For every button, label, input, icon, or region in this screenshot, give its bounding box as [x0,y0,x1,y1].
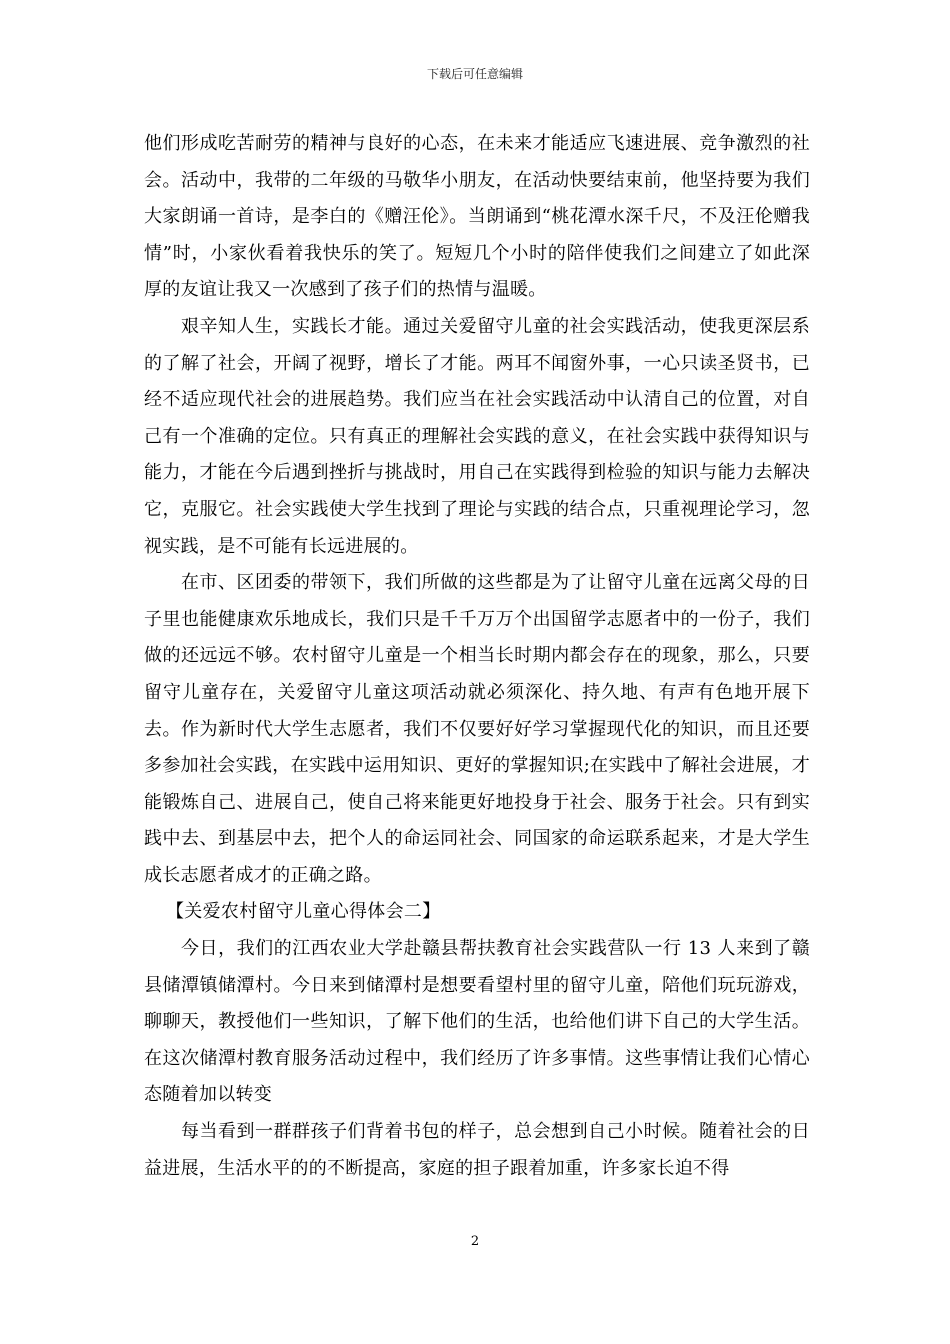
section-heading: 【关爱农村留守儿童心得体会二】 [166,901,441,923]
paragraph-children: 每当看到一群群孩子们背着书包的样子，总会想到自己小时候。随着社会的日益进展，生活水平的的不断提高，家庭的担子跟着加重，许多家长迫不得 [144,1121,810,1179]
document-body [144,126,810,1187]
page-header: 下载后可任意编辑 [426,67,523,81]
page-number: 2 [470,1234,480,1249]
paragraph-guidance: 在市、区团委的带领下，我们所做的这些都是为了让留守儿童在远离父母的日子里也能健康欢乐地成长，我们只是千千万万个出国留学志愿者中的一份子，我们做的还远远不够。农村留守儿童是一个相当长时期内都会存在的现象，那么，只要留守儿童存在，关爱留守儿童这项活动就必须深化、持久地、有声有色地开展下去。作为新时代大学生志愿者，我们不仅要好好学习掌握现代化的知识，而且还要多参加社会实践，在实践中运用知识、更好的掌握知识;在实践中了解社会进展，才能锻炼自己、进展自己，使自己将来能更好地投身于社会、服务于社会。只有到实践中去、到基层中去，把个人的命运同社会、同国家的命运联系起来，才是大学生成长志愿者成才的正确之路。 [144,572,810,886]
paragraph-continued: 他们形成吃苦耐劳的精神与良好的心态，在未来才能适应飞速进展、竞争激烈的社会。活动中，我带的二年级的马敬华小朋友，在活动快要结束前，他坚持要为我们大家朗诵一首诗，是李白的《赠汪伦》。当朗诵到“桃花潭水深千尺，不及汪伦赠我情”时，小家伙看着我快乐的笑了。短短几个小时的陪伴使我们之间建立了如此深厚的友谊让我又一次感到了孩子们的热情与温暖。 [144,133,810,301]
paragraph-visit: 今日，我们的江西农业大学赴赣县帮扶教育社会实践营队一行 13 人来到了赣县储潭镇储潭村。今日来到储潭村是想要看望村里的留守儿童，陪他们玩玩游戏，聊聊天，教授他们一些知识，了解下他们的生活，也给他们讲下自己的大学生活。在这次储潭村教育服务活动过程中，我们经历了许多事情。这些事情让我们心情心态随着加以转变 [144,938,810,1106]
paragraph-practice: 艰辛知人生，实践长才能。通过关爱留守儿童的社会实践活动，使我更深层系的了解了社会，开阔了视野，增长了才能。两耳不闻窗外事，一心只读圣贤书，已经不适应现代社会的进展趋势。我们应当在社会实践活动中认清自己的位置，对自己有一个准确的定位。只有真正的理解社会实践的意义，在社会实践中获得知识与能力，才能在今后遇到挫折与挑战时，用自己在实践得到检验的知识与能力去解决它，克服它。社会实践使大学生找到了理论与实践的结合点，只重视理论学习，忽视实践，是不可能有长远进展的。 [144,315,810,557]
